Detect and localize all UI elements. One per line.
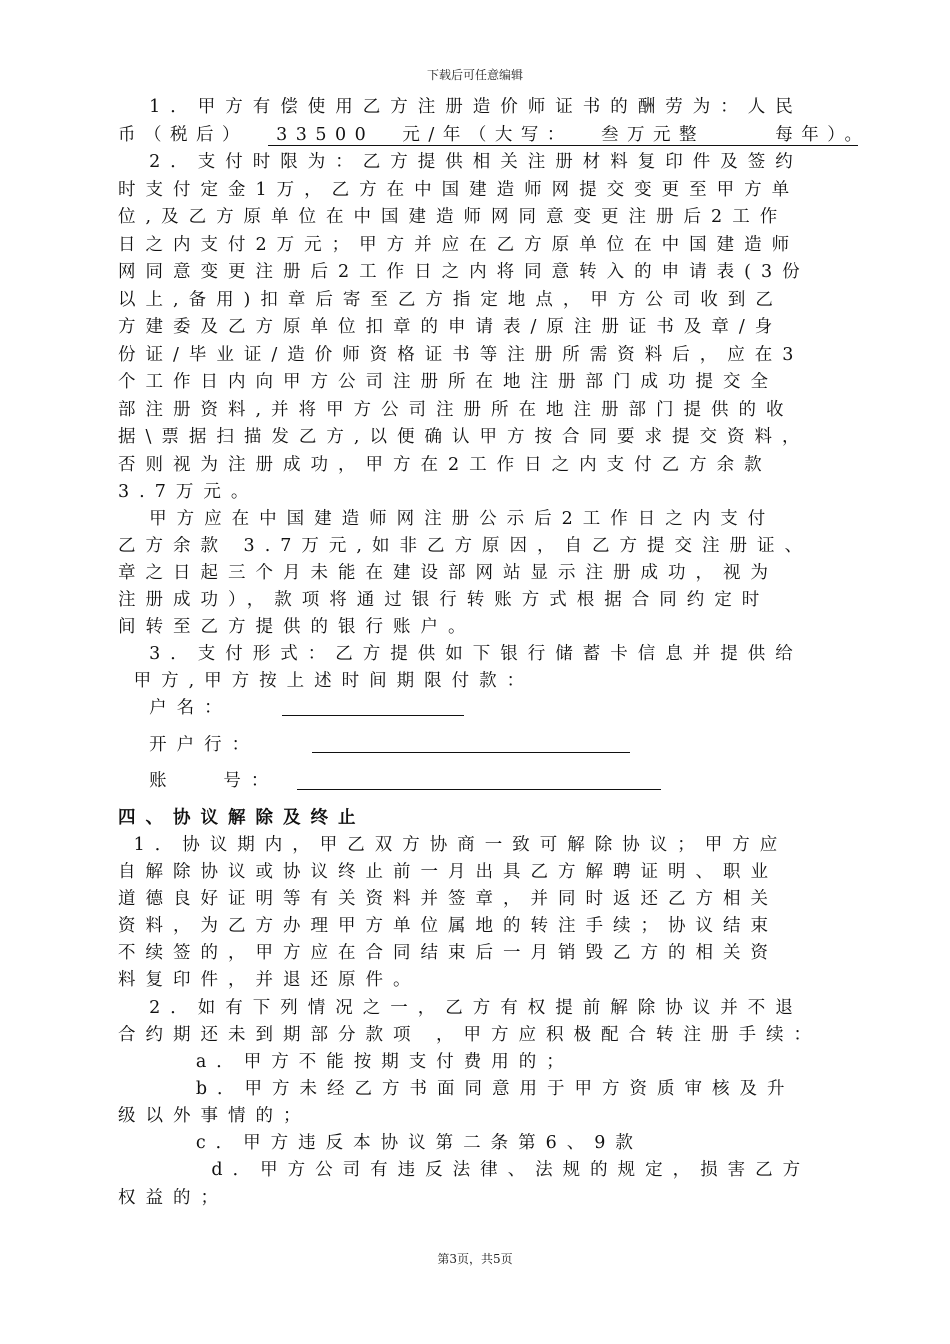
text-line: 时支付定金1万，乙方在中国建造师网提交变更至甲方单 [118,180,800,200]
list-item: a．甲方不能按期支付费用的； [118,1052,574,1072]
text-line: 位,及乙方原单位在中国建造师网同意变更注册后2工作 [118,207,788,227]
text-line: 2．支付时限为：乙方提供相关注册材料复印件及签约 [118,152,803,172]
field-label-account-name: 户名： [118,698,232,718]
text-line: 1．协议期内，甲乙双方协商一致可解除协议；甲方应 [118,835,788,855]
text-line: 注册成功），款项将通过银行转账方式根据合同约定时 [118,590,770,610]
text-line: 3.7万元。 [118,482,259,502]
text-line: 2．如有下列情况之一，乙方有权提前解除协议并不退 [118,998,803,1018]
section-heading: 四、协议解除及终止 [118,808,366,828]
text-line: 3．支付形式：乙方提供如下银行储蓄卡信息并提供给 [118,644,803,664]
field-label-bank: 开户行： [118,735,260,755]
text-line: 甲方应在中国建造师网注册公示后2工作日之内支付 [118,509,776,529]
text-line: 否则视为注册成功，甲方在2工作日之内支付乙方余款 [118,455,772,475]
text-line: 权益的； [118,1188,228,1208]
text-line: 份证/毕业证/造价师资格证书等注册所需资料后，应在3 [118,345,804,365]
text-line: 据\票据扫描发乙方,以便确认甲方按合同要求提交资料， [118,427,810,447]
text-line: 不续签的，甲方应在合同结束后一月销毁乙方的相关资 [118,943,778,963]
page-footer: 第3页，共5页 [437,1252,513,1266]
text-line: 自解除协议或协议终止前一月出具乙方解聘证明、职业 [118,862,778,882]
text-line: 以上,备用)扣章后寄至乙方指定地点，甲方公司收到乙 [118,290,783,310]
text-line: 部注册资料,并将甲方公司注册所在地注册部门提供的收 [118,400,794,420]
text-line: 级以外事情的； [118,1106,311,1126]
text-line: 个工作日内向甲方公司注册所在地注册部门成功提交全 [118,372,778,392]
list-item: c．甲方违反本协议第二条第6、9款 [118,1133,643,1153]
text-line: 甲方,甲方按上述时间期限付款： [118,671,535,691]
text-line: 合约期还未到期部分款项 ，甲方应积极配合转注册手续： [118,1025,822,1045]
fee-underline [268,145,858,146]
text-line: 网同意变更注册后2工作日之内将同意转入的申请表(3份 [118,262,810,282]
field-label-account-number: 账 号： [118,771,279,791]
text-line: 方建委及乙方原单位扣章的申请表/原注册证书及章/身 [118,317,783,337]
text-line: 料复印件，并退还原件。 [118,970,421,990]
list-item: d．甲方公司有违反法律、法规的规定，损害乙方 [118,1160,811,1180]
page-header: 下载后可任意编辑 [426,68,523,82]
list-item: b．甲方未经乙方书面同意用于甲方资质审核及升 [118,1079,795,1099]
text-line: 乙方余款 3.7万元,如非乙方原因，自乙方提交注册证、 [118,536,812,556]
account-number-blank [297,789,661,790]
account-name-blank [282,715,464,716]
text-line: 资料，为乙方办理甲方单位属地的转注手续；协议结束 [118,916,778,936]
bank-blank [312,752,630,753]
text-line: 道德良好证明等有关资料并签章，并同时返还乙方相关 [118,889,778,909]
text-line: 日之内支付2万元；甲方并应在乙方原单位在中国建造师 [118,235,800,255]
text-line: 币（税后） 33500 元/年（大写： 叁万元整 每年）。 [118,125,871,145]
text-line: 章之日起三个月未能在建设部网站显示注册成功，视为 [118,563,778,583]
text-line: 间转至乙方提供的银行账户。 [118,617,476,637]
text-line: 1．甲方有偿使用乙方注册造价师证书的酬劳为：人民 [118,97,803,117]
